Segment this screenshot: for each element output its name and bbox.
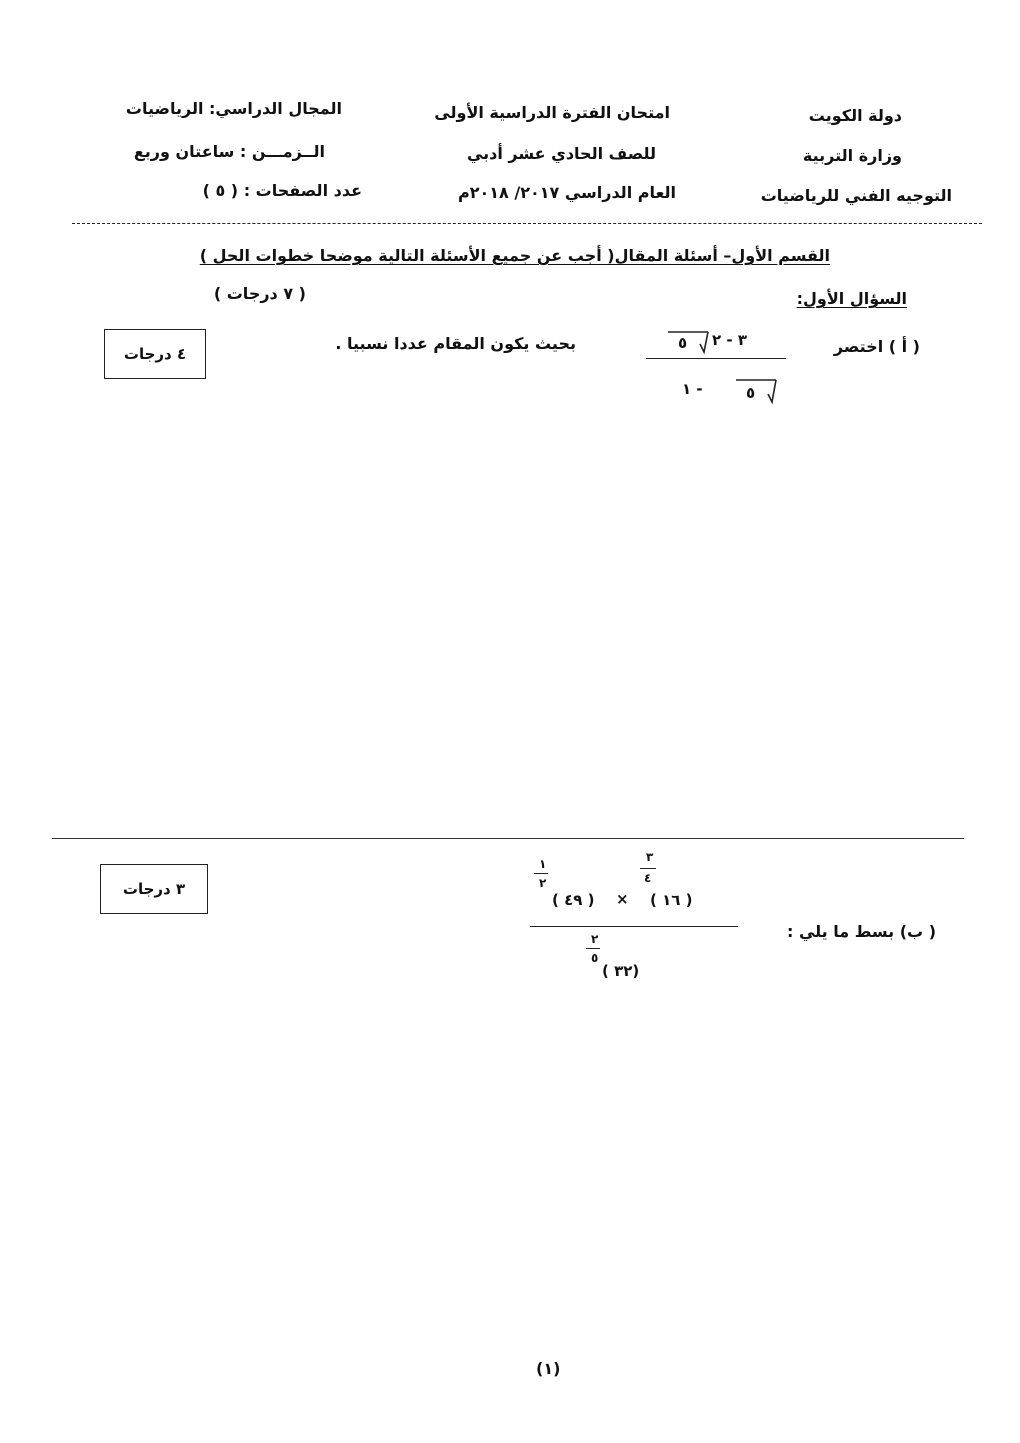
header-divider — [72, 223, 982, 224]
part-b-marks: ٣ درجات — [122, 880, 186, 898]
header-page-count: عدد الصفحات : ( ٥ ) — [202, 181, 362, 200]
part-a-marks-box — [104, 329, 206, 379]
part-a-denominator: - ١ — [682, 380, 703, 398]
part-b-den-base: ( ٣٢) — [602, 962, 640, 980]
part-b-exp2-bottom: ٢ — [539, 876, 547, 890]
part-a-denominator-radical — [734, 378, 780, 404]
header-ministry: وزارة التربية — [802, 146, 902, 165]
part-b-marks-box — [100, 864, 208, 914]
part-b-exp1-top: ٣ — [646, 850, 654, 864]
part-b-den-exp-bar — [586, 948, 600, 949]
part-a-numerator: ٣ - ٢ — [712, 331, 747, 349]
page-number: (١) — [536, 1359, 561, 1378]
header-math-supervision: التوجيه الفني للرياضيات — [760, 186, 952, 205]
question1-label: السؤال الأول: — [796, 289, 907, 308]
header-grade: للصف الحادي عشر أدبي — [466, 144, 656, 163]
header-duration: الــزمـــن : ساعتان وربع — [133, 142, 325, 161]
header-academic-year: العام الدراسي ٢٠١٧/ ٢٠١٨م — [457, 183, 676, 202]
part-b-base-1: ( ١٦ ) — [650, 891, 693, 909]
part-a-marks: ٤ درجات — [123, 345, 187, 363]
header-subject: المجال الدراسي: الرياضيات — [125, 99, 342, 118]
part-a-label: ( أ ) اختصر — [833, 337, 920, 356]
header-exam-title: امتحان الفترة الدراسية الأولى — [434, 103, 670, 122]
part-b-exp1-bar — [640, 868, 656, 869]
part-b-times: × — [616, 890, 629, 908]
part-b-den-exp-bottom: ٥ — [591, 951, 599, 965]
part-a-denominator-root: ٥ — [746, 384, 756, 402]
part-b-exp1-bottom: ٤ — [644, 871, 652, 885]
section-title: القسم الأول– أسئلة المقال( أجب عن جميع الأسئلة التالية موضحا خطوات الحل ) — [199, 246, 830, 265]
part-b-fraction-bar — [530, 926, 738, 927]
part-b-den-exp-top: ٢ — [591, 932, 599, 946]
part-b-base-2: ( ٤٩ ) — [552, 891, 595, 909]
part-b-label: ( ب) بسط ما يلي : — [786, 922, 936, 941]
question1-marks: ( ٧ درجات ) — [213, 284, 306, 303]
part-a-numerator-root: ٥ — [678, 334, 688, 352]
part-b-exp2-bar — [534, 873, 548, 874]
part-a-instruction: بحيث يكون المقام عددا نسبيا . — [335, 334, 576, 353]
part-b-exp2-top: ١ — [539, 857, 547, 871]
header-country: دولة الكويت — [808, 106, 902, 125]
section-divider — [52, 838, 964, 839]
part-a-fraction-bar — [646, 358, 786, 359]
